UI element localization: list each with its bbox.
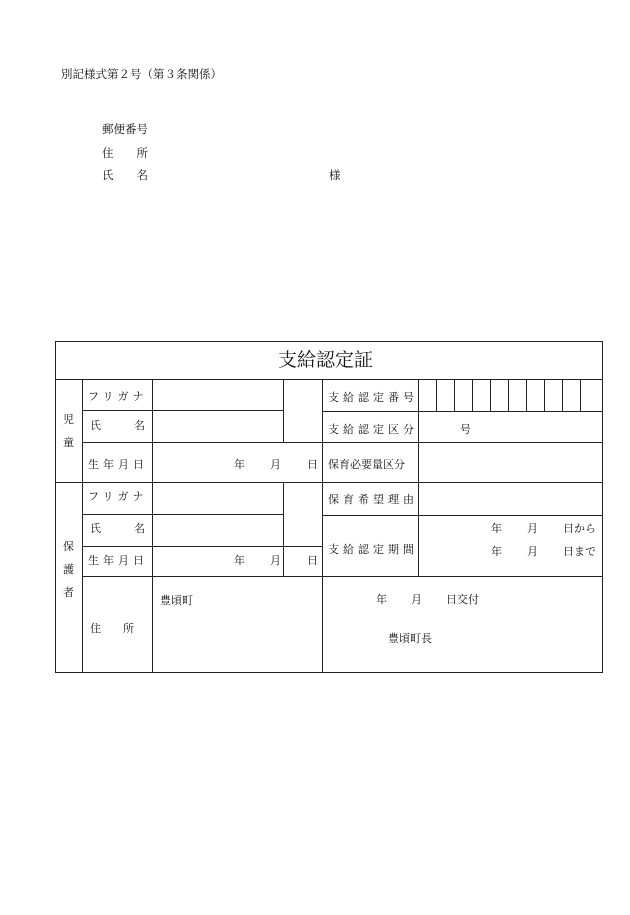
period-to-day: 日まで — [563, 545, 596, 558]
certificate-table — [55, 341, 603, 673]
issuer-name: 豊頃町長 — [388, 632, 432, 645]
issue-day: 日交付 — [446, 593, 479, 606]
period-to-month: 月 — [527, 545, 538, 558]
cert-period-label: 支給認定期間 — [328, 543, 418, 556]
guardian-group-label-2: 護 — [63, 563, 74, 576]
guardian-birthdate-label: 生年月日 — [88, 554, 148, 567]
cert-category-suffix: 号 — [460, 423, 471, 436]
child-birth-year: 年 — [234, 458, 245, 471]
cert-category-label: 支給認定区分 — [328, 423, 418, 436]
child-group-label-1: 児 — [63, 413, 74, 426]
certificate-title: 支給認定証 — [278, 349, 374, 371]
child-birthdate-label: 生年月日 — [88, 458, 148, 471]
address-label: 住 所 — [102, 146, 148, 160]
cert-number-label: 支給認定番号 — [328, 391, 418, 404]
period-from-day: 日から — [563, 522, 596, 535]
care-need-category-label: 保育必要量区分 — [328, 458, 405, 471]
guardian-name-label: 氏 名 — [90, 522, 145, 535]
child-birth-month: 月 — [270, 458, 281, 471]
child-group-label-2: 童 — [63, 436, 74, 449]
guardian-birth-year: 年 — [234, 554, 245, 567]
guardian-group-label-3: 者 — [63, 586, 74, 599]
honorific-sama: 様 — [329, 168, 341, 182]
guardian-birth-day: 日 — [307, 554, 318, 567]
postal-code-label: 郵便番号 — [102, 122, 148, 136]
period-to-year: 年 — [491, 545, 502, 558]
child-furigana-label: フリガナ — [88, 390, 148, 403]
care-reason-label: 保育希望理由 — [328, 493, 418, 506]
issue-year: 年 — [376, 593, 387, 606]
guardian-furigana-label: フリガナ — [88, 490, 148, 503]
name-label: 氏 名 — [102, 168, 148, 182]
guardian-group-label-1: 保 — [63, 540, 74, 553]
issue-month: 月 — [411, 593, 422, 606]
form-reference: 別記様式第２号（第３条関係） — [61, 67, 222, 81]
guardian-address-label: 住 所 — [90, 622, 134, 635]
guardian-address-value: 豊頃町 — [160, 594, 193, 607]
period-from-year: 年 — [491, 522, 502, 535]
period-from-month: 月 — [527, 522, 538, 535]
guardian-birth-month: 月 — [270, 554, 281, 567]
child-name-label: 氏 名 — [90, 419, 145, 432]
child-birth-day: 日 — [307, 458, 318, 471]
